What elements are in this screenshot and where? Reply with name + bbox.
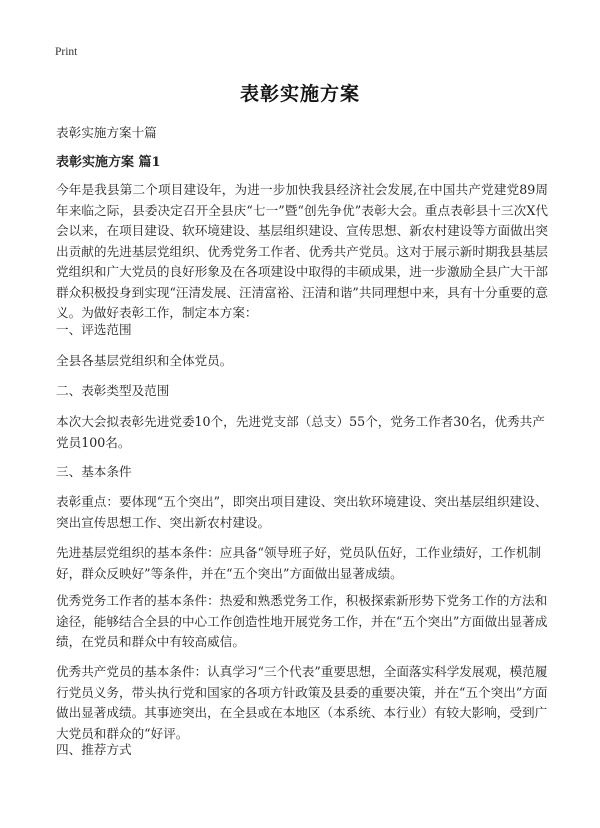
heading-types: 二、表彰类型及范围	[56, 383, 170, 398]
types-paragraph: 本次大会拟表彰先进党委10个，先进党支部（总支）55个，党务工作者30名，优秀共产党员100名。	[56, 414, 545, 450]
member-conditions-paragraph: 优秀共产党员的基本条件：认真学习“三个代表”重要思想，全面落实科学发展观，模范履行党员义务，带头执行党和国家的各项方针政策及县委的重要决策，并在“五个突出”方面做出显著成绩。其事迹突出，在全县或在本地区（本系统、本行业）有较大影响，受到广大党员和群众的“好评。	[56, 664, 548, 741]
print-label: Print	[55, 46, 78, 58]
document-title: 表彰实施方案	[239, 83, 360, 105]
scope-paragraph: 全县各基层党组织和全体党员。	[56, 353, 233, 368]
section-title: 表彰实施方案 篇1	[56, 155, 161, 170]
worker-conditions-paragraph: 优秀党务工作者的基本条件：热爱和熟悉党务工作，积极探索新形势下党务工作的方法和途径，能够结合全县的中心工作创造性地开展党务工作，并在“五个突出”方面做出显著成绩，在党员和群众中有较高威信。	[56, 593, 548, 649]
document-subtitle: 表彰实施方案十篇	[56, 125, 157, 140]
intro-paragraph: 今年是我县第二个项目建设年，为进一步加快我县经济社会发展,在中国共产党建党89周年来临之际，县委决定召开全县庆“七一”暨“创先争优”表彰大会。重点表彰县十三次X代会以来，在项目建设、软环境建设、基层组织建设、宣传思想、新农村建设等方面做出突出贡献的先进基层党组织、优秀党务工作者、优秀共产党员。这对于展示新时期我县基层党组织和广大党员的良好形象及在各项建设中取得的丰硕成果，进一步激励全县广大干部群众积极投身到实现“汪清发展、汪清富裕、汪清和谐”共同理想中来，具有十分重要的意义。为做好表彰工作，制定本方案：	[56, 182, 548, 320]
org-conditions-paragraph: 先进基层党组织的基本条件：应具备“领导班子好，党员队伍好，工作业绩好，工作机制好，群众反映好”等条件，并在“五个突出”方面做出显著成绩。	[56, 545, 542, 581]
heading-conditions: 三、基本条件	[56, 464, 132, 479]
heading-recommendation: 四、推荐方式	[56, 742, 132, 757]
heading-scope: 一、评选范围	[56, 322, 132, 337]
focus-paragraph: 表彰重点：要体现“五个突出”，即突出项目建设、突出软环境建设、突出基层组织建设、突出宣传思想工作、突出新农村建设。	[56, 494, 548, 530]
